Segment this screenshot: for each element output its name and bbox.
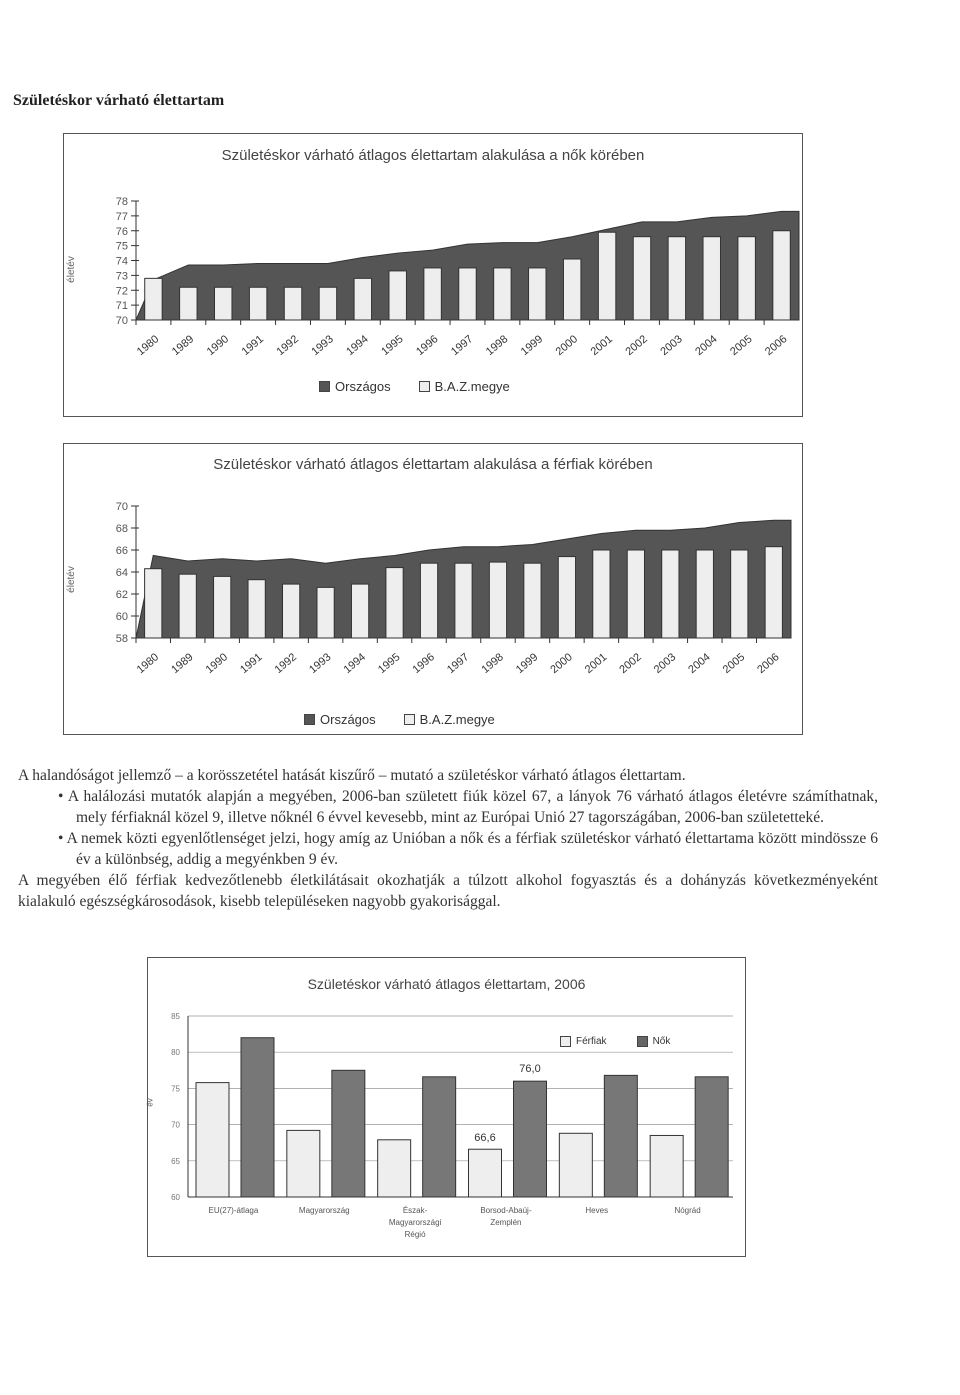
y-tick-label: 71 bbox=[115, 300, 128, 313]
bar-ferfiak bbox=[196, 1083, 229, 1197]
chart-men-title: Születéskor várható átlagos élettartam alakulása a férfiak körében bbox=[213, 456, 653, 473]
y-tick-label: 75 bbox=[115, 240, 128, 253]
x-tick-label: 1991 bbox=[239, 333, 267, 359]
bar-nok bbox=[241, 1038, 274, 1197]
x-tick-label: Borsod-Abaúj- bbox=[480, 1206, 532, 1215]
x-tick-label: 2001 bbox=[588, 333, 616, 359]
bar-nok bbox=[604, 1075, 637, 1197]
legend-baz: B.A.Z.megye bbox=[404, 712, 495, 727]
y-tick-label: 76 bbox=[115, 225, 128, 238]
x-tick-label: 1998 bbox=[479, 651, 506, 677]
bar-baz bbox=[459, 268, 476, 320]
bar-baz bbox=[214, 576, 231, 638]
bar-baz bbox=[563, 259, 580, 320]
chart-women-title: Születéskor várható átlagos élettartam alakulása a nők körében bbox=[221, 147, 645, 164]
legend-nok: Nők bbox=[637, 1036, 671, 1047]
x-tick-label: 1989 bbox=[169, 651, 196, 677]
chart-men-box bbox=[63, 443, 803, 735]
bar-baz bbox=[731, 550, 748, 638]
bar-baz bbox=[668, 237, 685, 320]
chart-2006-title: Születéskor várható átlagos élettartam, 2006 bbox=[307, 976, 586, 992]
bar-baz bbox=[354, 278, 371, 320]
x-tick-label: 1990 bbox=[204, 333, 232, 359]
bar-baz bbox=[283, 584, 300, 638]
y-tick-label: 58 bbox=[115, 633, 128, 645]
data-label: 66,6 bbox=[474, 1132, 496, 1145]
y-tick-label: 62 bbox=[115, 589, 128, 601]
chart-2006-ylabel: év bbox=[145, 1098, 155, 1107]
x-tick-label: Zemplén bbox=[490, 1218, 522, 1227]
x-tick-label: 1992 bbox=[274, 333, 301, 359]
chart-men-plot bbox=[64, 444, 802, 734]
bar-baz bbox=[424, 268, 441, 320]
intro-paragraph: A halandóságot jellemző – a korösszetétel hatását kiszűrő – mutató a születéskor várható átlagos élettartam. bbox=[18, 767, 686, 784]
x-tick-label: 1999 bbox=[513, 651, 541, 677]
bar-nok bbox=[514, 1081, 547, 1197]
bar-baz bbox=[145, 569, 162, 638]
bar-baz bbox=[179, 574, 196, 638]
x-tick-label: 2002 bbox=[623, 333, 650, 359]
bar-baz bbox=[494, 268, 511, 320]
x-tick-label: Magyarországi bbox=[388, 1218, 442, 1227]
bar-baz bbox=[633, 237, 650, 320]
chart-2006-plot bbox=[145, 958, 745, 1256]
x-tick-label: Régió bbox=[404, 1230, 426, 1239]
x-tick-label: 2002 bbox=[617, 651, 644, 677]
x-tick-label: Nógrád bbox=[674, 1206, 701, 1215]
bar-baz bbox=[317, 587, 334, 638]
x-tick-label: 2005 bbox=[728, 333, 755, 359]
x-tick-label: 1998 bbox=[483, 333, 511, 359]
y-tick-label: 66 bbox=[115, 545, 128, 557]
y-tick-label: 80 bbox=[171, 1048, 180, 1058]
chart-women-ylabel: életév bbox=[65, 256, 77, 283]
x-tick-label: 2000 bbox=[548, 651, 575, 677]
x-tick-label: 1989 bbox=[169, 333, 197, 359]
x-tick-label: 1996 bbox=[410, 651, 437, 677]
chart-2006-box bbox=[147, 957, 746, 1257]
x-tick-label: 1997 bbox=[444, 651, 472, 677]
x-tick-label: Észak- bbox=[402, 1206, 428, 1215]
x-tick-label: 2005 bbox=[720, 651, 748, 677]
bar-baz bbox=[455, 563, 472, 638]
x-tick-label: 1995 bbox=[376, 651, 403, 677]
y-tick-label: 70 bbox=[171, 1120, 180, 1130]
y-tick-label: 77 bbox=[115, 210, 128, 223]
bar-baz bbox=[529, 268, 546, 320]
bar-ferfiak bbox=[559, 1133, 592, 1197]
bar-baz bbox=[389, 271, 406, 320]
bar-baz bbox=[696, 550, 713, 638]
x-tick-label: 1993 bbox=[307, 651, 334, 677]
x-tick-label: 1990 bbox=[203, 651, 231, 677]
x-tick-label: 1996 bbox=[414, 333, 441, 359]
bar-baz bbox=[145, 278, 162, 320]
y-tick-label: 60 bbox=[115, 611, 128, 623]
page-heading: Születéskor várható élettartam bbox=[13, 92, 225, 109]
bar-baz bbox=[386, 568, 403, 638]
legend-ferfiak: Férfiak bbox=[560, 1036, 607, 1047]
bar-baz bbox=[558, 557, 575, 638]
bar-ferfiak bbox=[650, 1135, 683, 1197]
x-tick-label: 1999 bbox=[518, 333, 546, 359]
bar-nok bbox=[332, 1070, 365, 1197]
chart-women-box bbox=[63, 133, 803, 417]
x-tick-label: 1980 bbox=[134, 651, 162, 677]
x-tick-label: EU(27)-átlaga bbox=[208, 1206, 259, 1215]
bar-baz bbox=[489, 562, 506, 638]
x-tick-label: 2003 bbox=[651, 651, 679, 677]
x-tick-label: 1993 bbox=[309, 333, 336, 359]
y-tick-label: 68 bbox=[115, 523, 128, 535]
x-tick-label: 1994 bbox=[341, 651, 369, 677]
x-tick-label: 1995 bbox=[379, 333, 406, 359]
y-tick-label: 70 bbox=[115, 315, 128, 327]
chart-men-ylabel: életév bbox=[65, 566, 77, 593]
y-tick-label: 73 bbox=[115, 270, 128, 283]
x-tick-label: 2006 bbox=[755, 651, 782, 677]
data-label: 76,0 bbox=[519, 1063, 541, 1076]
chart-men-legend bbox=[304, 712, 495, 727]
legend-orszagos: Országos bbox=[319, 379, 391, 394]
closing-paragraph: A megyében élő férfiak kedvezőtlenebb életkilátásait okozhatják a túlzott alkohol fogyasztás és a dohányzás következményeként kialakuló egészségkárosodások, kisebb településeken nagyobb gyakorisággal. bbox=[18, 872, 878, 910]
x-tick-label: 1991 bbox=[238, 651, 265, 677]
x-tick-label: 1992 bbox=[272, 651, 300, 677]
y-tick-label: 65 bbox=[171, 1156, 180, 1166]
bar-baz bbox=[627, 550, 644, 638]
bar-baz bbox=[593, 550, 610, 638]
x-tick-label: 2000 bbox=[553, 333, 581, 359]
x-tick-label: 2001 bbox=[582, 651, 610, 677]
x-tick-label: 2006 bbox=[763, 333, 790, 359]
bar-ferfiak bbox=[378, 1140, 411, 1197]
bar-ferfiak bbox=[287, 1130, 320, 1197]
bar-nok bbox=[423, 1077, 456, 1197]
bar-baz bbox=[524, 563, 541, 638]
bar-baz bbox=[249, 287, 266, 320]
y-tick-label: 60 bbox=[171, 1193, 180, 1202]
bar-ferfiak bbox=[469, 1149, 502, 1197]
x-tick-label: Magyarország bbox=[298, 1206, 350, 1215]
y-tick-label: 72 bbox=[115, 285, 128, 298]
bar-baz bbox=[180, 287, 197, 320]
chart-women-plot bbox=[64, 134, 802, 416]
y-tick-label: 78 bbox=[115, 196, 128, 208]
x-tick-label: 1994 bbox=[344, 333, 371, 359]
bar-baz bbox=[773, 231, 790, 320]
bar-nok bbox=[695, 1077, 728, 1197]
x-tick-label: Heves bbox=[585, 1206, 609, 1215]
bar-baz bbox=[284, 287, 301, 320]
bar-baz bbox=[662, 550, 679, 638]
bar-baz bbox=[738, 237, 755, 320]
legend-baz: B.A.Z.megye bbox=[419, 379, 510, 394]
x-tick-label: 2003 bbox=[658, 333, 685, 359]
bar-baz bbox=[319, 287, 336, 320]
chart-women-legend bbox=[319, 379, 510, 394]
chart-2006-legend bbox=[560, 1036, 670, 1047]
bullet-paragraph-1: • A halálozási mutatók alapján a megyében, 2006-ban született fiúk közel 67, a lányok 76 várható átlagos életévre számíthatnak, mely férfiaknál közel 9, illetve nőknél 6 évvel kevesebb, mint az Európai Unió 27 tagországában, 2006-ban születetteké. bbox=[58, 788, 878, 826]
x-tick-label: 1997 bbox=[448, 333, 476, 359]
y-tick-label: 64 bbox=[115, 567, 128, 579]
bar-baz bbox=[420, 563, 437, 638]
bar-baz bbox=[703, 237, 720, 320]
x-tick-label: 2004 bbox=[686, 651, 713, 677]
x-tick-label: 2004 bbox=[693, 333, 720, 359]
bullet-paragraph-2: • A nemek közti egyenlőtlenséget jelzi, hogy amíg az Unióban a nők és a férfiak születéskor várható élettartama között mindössze 6 év a különbség, addig a megyénkben 9 év. bbox=[58, 830, 878, 868]
bar-baz bbox=[351, 584, 368, 638]
y-tick-label: 70 bbox=[115, 501, 128, 513]
body-text bbox=[18, 765, 878, 912]
legend-orszagos: Országos bbox=[304, 712, 376, 727]
bar-baz bbox=[765, 547, 782, 638]
y-tick-label: 74 bbox=[115, 255, 128, 268]
y-tick-label: 75 bbox=[171, 1084, 180, 1094]
x-tick-label: 1980 bbox=[134, 333, 162, 359]
bar-baz bbox=[248, 580, 265, 638]
y-tick-label: 85 bbox=[171, 1012, 180, 1021]
bar-baz bbox=[215, 287, 232, 320]
bar-baz bbox=[598, 232, 615, 320]
